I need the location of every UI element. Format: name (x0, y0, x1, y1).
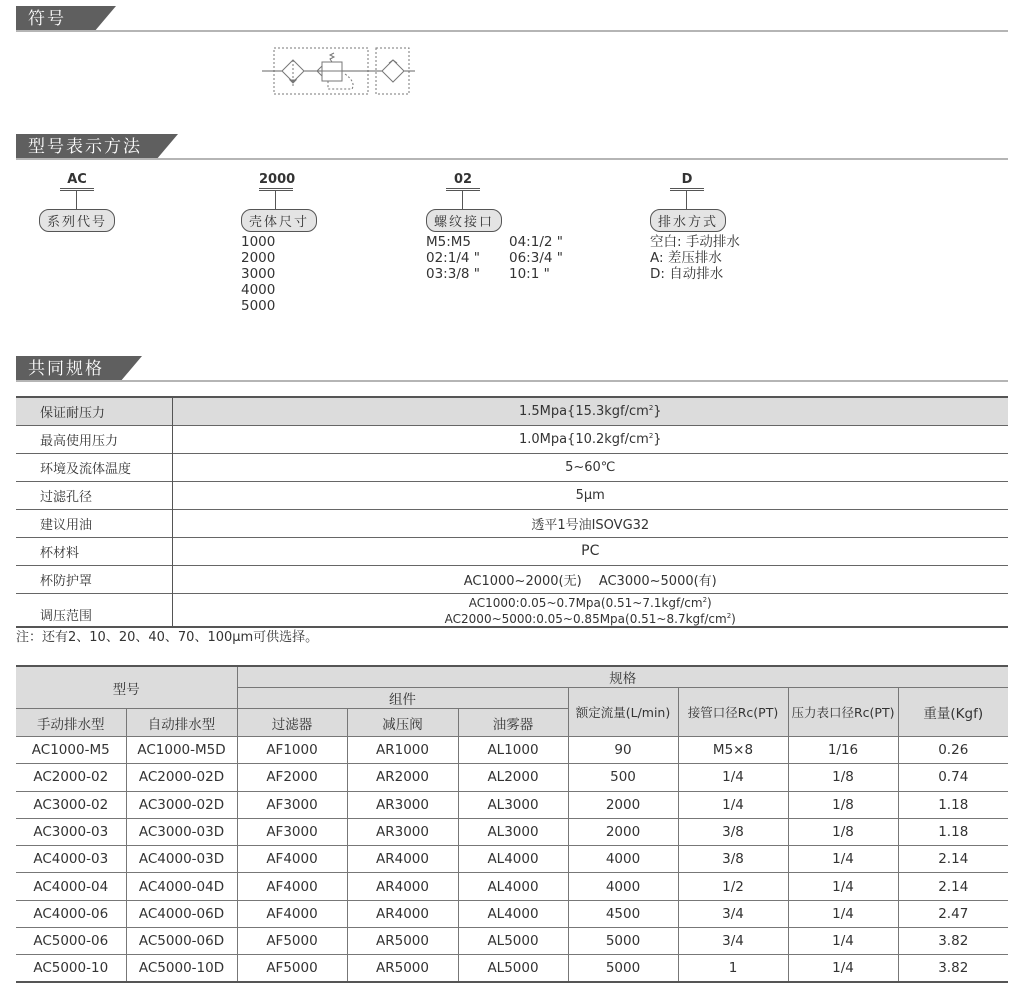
table-cell: 1/4 (788, 900, 898, 927)
table-cell: AL5000 (458, 928, 568, 955)
table-cell: 2.14 (898, 846, 1008, 873)
table-cell: AR3000 (347, 818, 458, 845)
code-label: 排水方式 (650, 209, 726, 232)
table-cell: 3/4 (678, 900, 788, 927)
option: 02:1/4 " (426, 250, 480, 266)
table-cell: 1/4 (788, 846, 898, 873)
table-cell: 90 (568, 737, 678, 764)
table-cell: 2.14 (898, 873, 1008, 900)
code-body-size (241, 172, 317, 314)
header-port: 接管口径Rc(PT) (678, 688, 788, 737)
table-row (16, 873, 1008, 900)
table-cell: 2.47 (898, 900, 1008, 927)
table-cell: AC3000-02D (126, 791, 237, 818)
option: 4000 (241, 282, 276, 298)
spec-value: 5μm (172, 481, 1008, 509)
table-cell: 1.18 (898, 791, 1008, 818)
option: 空白: 手动排水 (650, 234, 740, 250)
table-cell: 4000 (568, 873, 678, 900)
table-cell: AC4000-06D (126, 900, 237, 927)
spec-key: 过滤孔径 (16, 481, 172, 509)
code-value: 02 (446, 172, 480, 191)
header-flow: 额定流量(L/min) (568, 688, 678, 737)
option: 1000 (241, 234, 276, 250)
table-cell: AF4000 (237, 846, 347, 873)
table-cell: 0.26 (898, 737, 1008, 764)
table-cell: AL3000 (458, 818, 568, 845)
header-weight: 重量(Kgf) (898, 688, 1008, 737)
connector-line (275, 191, 276, 209)
header-lubricator: 油雾器 (458, 709, 568, 737)
table-cell: AR5000 (347, 955, 458, 982)
option: 2000 (241, 250, 276, 266)
table-cell: 3/8 (678, 818, 788, 845)
header-gauge: 压力表口径Rc(PT) (788, 688, 898, 737)
table-row (16, 955, 1008, 982)
table-cell: AC3000-02 (16, 791, 126, 818)
table-cell: 1/8 (788, 818, 898, 845)
option: 06:3/4 " (509, 250, 563, 266)
table-cell: AC4000-04 (16, 873, 126, 900)
section-title: 符号 (16, 6, 94, 32)
table-row (16, 846, 1008, 873)
code-drain (650, 172, 790, 282)
table-row (16, 818, 1008, 845)
table-cell: AF3000 (237, 818, 347, 845)
table-cell: AR5000 (347, 928, 458, 955)
table-cell: 1/4 (678, 764, 788, 791)
table-cell: AF4000 (237, 873, 347, 900)
connector-line (76, 191, 77, 209)
header-filter: 过滤器 (237, 709, 347, 737)
table-cell: 5000 (568, 928, 678, 955)
table-cell: AR3000 (347, 791, 458, 818)
table-cell: 3.82 (898, 928, 1008, 955)
code-options (426, 234, 586, 282)
spec-value: AC1000~2000(无) AC3000~5000(有) (172, 565, 1008, 593)
spec-key: 杯材料 (16, 537, 172, 565)
option: 10:1 " (509, 266, 550, 282)
table-cell: AC1000-M5 (16, 737, 126, 764)
code-label: 螺纹接口 (426, 209, 502, 232)
table-cell: AF5000 (237, 928, 347, 955)
spec-key: 建议用油 (16, 509, 172, 537)
spec-value: $AC1000:0.05\sim 0.7Mpa(0.51\sim 7.1kgf/cm^2)$ $AC2000\sim 5000:0.05\sim 0.85Mpa(0.51\sim 8.7kgf/cm^2)$ (172, 593, 1008, 627)
table-cell: AL4000 (458, 873, 568, 900)
table-row (16, 537, 1008, 565)
code-label: 壳体尺寸 (241, 209, 317, 232)
spec-value: $1.5Mpa\{15.3kgf/cm^2\}$ (172, 397, 1008, 425)
table-cell: 4000 (568, 846, 678, 873)
table-cell: 1/16 (788, 737, 898, 764)
option: 3000 (241, 266, 276, 282)
table-cell: AC5000-06D (126, 928, 237, 955)
frl-symbol-icon (258, 44, 418, 100)
header-spec: 规格 (237, 666, 1008, 688)
option: D: 自动排水 (650, 266, 724, 282)
table-cell: 3/4 (678, 928, 788, 955)
table-row (16, 593, 1008, 627)
table-cell: 1/4 (788, 928, 898, 955)
table-cell: AF2000 (237, 764, 347, 791)
section-header-common-spec (16, 356, 1008, 382)
table-cell: 5000 (568, 955, 678, 982)
table-cell: AC4000-04D (126, 873, 237, 900)
table-row (16, 453, 1008, 481)
table-cell: AC5000-10 (16, 955, 126, 982)
header-components: 组件 (237, 688, 568, 709)
table-cell: 1/4 (678, 791, 788, 818)
table-cell: 3.82 (898, 955, 1008, 982)
divider (16, 30, 1008, 32)
table-row (16, 425, 1008, 453)
table-row (16, 509, 1008, 537)
table-cell: AC1000-M5D (126, 737, 237, 764)
table-cell: 500 (568, 764, 678, 791)
option: A: 差压排水 (650, 250, 722, 266)
spec-key: 环境及流体温度 (16, 453, 172, 481)
code-options (241, 234, 317, 314)
table-cell: AF5000 (237, 955, 347, 982)
footnote: 注：还有2、10、20、40、70、100μm可供选择。 (16, 630, 319, 645)
table-cell: AR4000 (347, 873, 458, 900)
connector-line (462, 191, 463, 209)
section-header-symbol (16, 6, 1008, 32)
option: 03:3/8 " (426, 266, 480, 282)
code-options (650, 234, 790, 282)
table-cell: AL2000 (458, 764, 568, 791)
section-title: 型号表示方法 (16, 134, 156, 160)
table-row (16, 764, 1008, 791)
code-value: D (670, 172, 704, 191)
spec-value: 透平1号油ISOVG32 (172, 509, 1008, 537)
table-cell: 3/8 (678, 846, 788, 873)
table-cell: AC4000-06 (16, 900, 126, 927)
pneumatic-symbol-diagram (258, 44, 418, 100)
divider (16, 380, 1008, 382)
table-row (16, 900, 1008, 927)
model-table (16, 665, 1008, 983)
common-spec-table (16, 396, 1008, 628)
table-cell: AC3000-03D (126, 818, 237, 845)
header-manual: 手动排水型 (16, 709, 126, 737)
spec-key: 调压范围 (16, 593, 172, 627)
section-title: 共同规格 (16, 356, 120, 382)
table-row (16, 481, 1008, 509)
table-cell: AC5000-06 (16, 928, 126, 955)
table-row (16, 737, 1008, 764)
table-cell: AC2000-02D (126, 764, 237, 791)
header-regulator: 减压阀 (347, 709, 458, 737)
connector-line (686, 191, 687, 209)
table-row (16, 565, 1008, 593)
table-cell: 1/2 (678, 873, 788, 900)
section-header-model-code (16, 134, 1008, 160)
header-auto: 自动排水型 (126, 709, 237, 737)
table-cell: AF1000 (237, 737, 347, 764)
table-row (16, 397, 1008, 425)
table-cell: AC4000-03D (126, 846, 237, 873)
table-cell: AF4000 (237, 900, 347, 927)
table-cell: AF3000 (237, 791, 347, 818)
spec-key: 保证耐压力 (16, 397, 172, 425)
code-series (47, 172, 115, 232)
spec-key: 杯防护罩 (16, 565, 172, 593)
code-thread (426, 172, 586, 282)
table-cell: AC5000-10D (126, 955, 237, 982)
spec-value: $1.0Mpa\{10.2kgf/cm^2\}$ (172, 425, 1008, 453)
option: 5000 (241, 298, 276, 314)
code-value: AC (60, 172, 94, 191)
table-cell: AL5000 (458, 955, 568, 982)
table-cell: AC3000-03 (16, 818, 126, 845)
spec-value: 5~60℃ (172, 453, 1008, 481)
table-cell: AL4000 (458, 900, 568, 927)
table-cell: 1/4 (788, 873, 898, 900)
table-cell: 4500 (568, 900, 678, 927)
spec-value: PC (172, 537, 1008, 565)
table-cell: AR4000 (347, 900, 458, 927)
table-cell: AR2000 (347, 764, 458, 791)
table-cell: 1/8 (788, 764, 898, 791)
table-row (16, 928, 1008, 955)
code-value: 2000 (259, 172, 293, 191)
table-cell: 2000 (568, 791, 678, 818)
option: 04:1/2 " (509, 234, 563, 250)
spec-key: 最高使用压力 (16, 425, 172, 453)
table-cell: 2000 (568, 818, 678, 845)
table-cell: AR4000 (347, 846, 458, 873)
table-cell: AR1000 (347, 737, 458, 764)
table-cell: 1/8 (788, 791, 898, 818)
table-cell: 1 (678, 955, 788, 982)
table-cell: 0.74 (898, 764, 1008, 791)
table-cell: AC2000-02 (16, 764, 126, 791)
table-cell: AC4000-03 (16, 846, 126, 873)
header-model: 型号 (16, 666, 237, 709)
table-cell: AL3000 (458, 791, 568, 818)
table-cell: 1.18 (898, 818, 1008, 845)
code-label: 系列代号 (39, 209, 115, 232)
table-row (16, 791, 1008, 818)
table-cell: 1/4 (788, 955, 898, 982)
table-cell: AL1000 (458, 737, 568, 764)
divider (16, 158, 1008, 160)
table-cell: AL4000 (458, 846, 568, 873)
option: M5:M5 (426, 234, 472, 250)
table-cell: M5×8 (678, 737, 788, 764)
